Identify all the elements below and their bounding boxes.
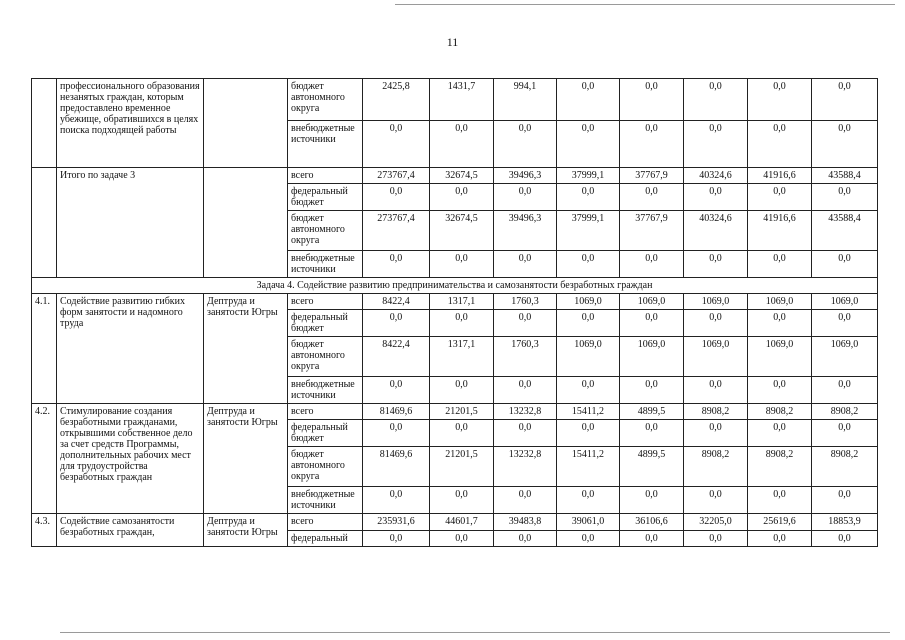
- value-cell: 37999,1: [557, 168, 620, 184]
- executor-cell: Дептруда и занятости Югры: [204, 294, 288, 404]
- source-label: внебюджетные источники: [288, 487, 363, 514]
- code-cell: [32, 168, 57, 278]
- source-label: бюджет автономного округа: [288, 211, 363, 251]
- source-label: федеральный: [288, 531, 363, 547]
- value-cell: 0,0: [557, 487, 620, 514]
- executor-cell: [204, 79, 288, 168]
- source-label: бюджет автономного округа: [288, 79, 363, 121]
- value-cell: 81469,6: [363, 447, 430, 487]
- value-cell: 0,0: [620, 487, 684, 514]
- value-cell: 8908,2: [748, 404, 812, 420]
- value-cell: 2425,8: [363, 79, 430, 121]
- value-cell: 1069,0: [557, 294, 620, 310]
- value-cell: 39483,8: [494, 514, 557, 531]
- value-cell: 0,0: [812, 487, 878, 514]
- source-label: внебюджетные источники: [288, 377, 363, 404]
- value-cell: 235931,6: [363, 514, 430, 531]
- value-cell: 0,0: [557, 184, 620, 211]
- value-cell: 0,0: [494, 184, 557, 211]
- executor-cell: [204, 168, 288, 278]
- value-cell: 4899,5: [620, 447, 684, 487]
- value-cell: 0,0: [557, 377, 620, 404]
- value-cell: 8908,2: [812, 447, 878, 487]
- value-cell: 0,0: [363, 531, 430, 547]
- value-cell: 1069,0: [812, 294, 878, 310]
- value-cell: 0,0: [494, 310, 557, 337]
- value-cell: 0,0: [812, 79, 878, 121]
- table-row: [32, 168, 878, 184]
- value-cell: 0,0: [748, 377, 812, 404]
- value-cell: 0,0: [430, 251, 494, 278]
- value-cell: 0,0: [620, 420, 684, 447]
- value-cell: 8422,4: [363, 337, 430, 377]
- value-cell: 32205,0: [684, 514, 748, 531]
- code-cell: 4.1.: [32, 294, 57, 404]
- value-cell: 8908,2: [684, 404, 748, 420]
- value-cell: 0,0: [363, 377, 430, 404]
- value-cell: 1069,0: [557, 337, 620, 377]
- table-row: [32, 79, 878, 121]
- value-cell: 0,0: [620, 121, 684, 168]
- source-label: федеральный бюджет: [288, 310, 363, 337]
- value-cell: 1069,0: [812, 337, 878, 377]
- value-cell: 25619,6: [748, 514, 812, 531]
- value-cell: 1431,7: [430, 79, 494, 121]
- value-cell: 0,0: [557, 420, 620, 447]
- value-cell: 1069,0: [620, 337, 684, 377]
- value-cell: 13232,8: [494, 447, 557, 487]
- value-cell: 0,0: [557, 121, 620, 168]
- value-cell: 0,0: [812, 377, 878, 404]
- value-cell: 1069,0: [684, 294, 748, 310]
- value-cell: 0,0: [363, 420, 430, 447]
- value-cell: 21201,5: [430, 447, 494, 487]
- value-cell: 0,0: [684, 377, 748, 404]
- table-row: [32, 404, 878, 420]
- value-cell: 0,0: [494, 251, 557, 278]
- value-cell: 1069,0: [684, 337, 748, 377]
- value-cell: 8908,2: [684, 447, 748, 487]
- source-label: всего: [288, 514, 363, 531]
- value-cell: 1317,1: [430, 337, 494, 377]
- value-cell: 0,0: [557, 251, 620, 278]
- value-cell: 1760,3: [494, 294, 557, 310]
- value-cell: 0,0: [684, 487, 748, 514]
- value-cell: 0,0: [430, 487, 494, 514]
- value-cell: 0,0: [494, 420, 557, 447]
- value-cell: 0,0: [812, 121, 878, 168]
- value-cell: 37999,1: [557, 211, 620, 251]
- value-cell: 18853,9: [812, 514, 878, 531]
- item-name-cell: Стимулирование создания безработными гражданами, открывшими собственное дело за счет средств Программы, дополнительных рабочих мест для трудоустройства безработных граждан: [57, 404, 204, 514]
- value-cell: 8422,4: [363, 294, 430, 310]
- value-cell: 0,0: [812, 251, 878, 278]
- value-cell: 0,0: [684, 531, 748, 547]
- value-cell: 0,0: [620, 251, 684, 278]
- value-cell: 0,0: [748, 420, 812, 447]
- code-cell: [32, 79, 57, 168]
- source-label: бюджет автономного округа: [288, 447, 363, 487]
- value-cell: 40324,6: [684, 168, 748, 184]
- source-label: бюджет автономного округа: [288, 337, 363, 377]
- value-cell: 0,0: [812, 420, 878, 447]
- value-cell: 39496,3: [494, 211, 557, 251]
- scan-artifact-top: [395, 4, 895, 5]
- value-cell: 13232,8: [494, 404, 557, 420]
- value-cell: 21201,5: [430, 404, 494, 420]
- value-cell: 1317,1: [430, 294, 494, 310]
- value-cell: 0,0: [748, 487, 812, 514]
- value-cell: 0,0: [748, 79, 812, 121]
- item-name-cell: профессионального образования незанятых граждан, которым предоставлено временное убежище, обратившихся в целях поиска подходящей работы: [57, 79, 204, 168]
- value-cell: 0,0: [363, 310, 430, 337]
- value-cell: 0,0: [812, 184, 878, 211]
- value-cell: 0,0: [363, 251, 430, 278]
- value-cell: 0,0: [620, 79, 684, 121]
- source-label: всего: [288, 294, 363, 310]
- value-cell: 0,0: [684, 420, 748, 447]
- value-cell: 0,0: [363, 487, 430, 514]
- value-cell: 0,0: [620, 377, 684, 404]
- value-cell: 43588,4: [812, 168, 878, 184]
- value-cell: 37767,9: [620, 168, 684, 184]
- executor-cell: Дептруда и занятости Югры: [204, 404, 288, 514]
- value-cell: 0,0: [812, 531, 878, 547]
- value-cell: 0,0: [748, 121, 812, 168]
- value-cell: 0,0: [494, 531, 557, 547]
- value-cell: 15411,2: [557, 404, 620, 420]
- value-cell: 0,0: [363, 121, 430, 168]
- value-cell: 0,0: [430, 420, 494, 447]
- task-total-label: Итого по задаче 3: [57, 168, 204, 278]
- value-cell: 0,0: [684, 79, 748, 121]
- value-cell: 40324,6: [684, 211, 748, 251]
- source-label: федеральный бюджет: [288, 184, 363, 211]
- item-name-cell: Содействие развитию гибких форм занятости и надомного труда: [57, 294, 204, 404]
- value-cell: 0,0: [557, 310, 620, 337]
- value-cell: 39061,0: [557, 514, 620, 531]
- value-cell: 0,0: [684, 121, 748, 168]
- page-number: 11: [446, 35, 459, 49]
- code-cell: 4.3.: [32, 514, 57, 547]
- executor-cell: Дептруда и занятости Югры: [204, 514, 288, 547]
- source-label: внебюджетные источники: [288, 251, 363, 278]
- value-cell: 0,0: [363, 184, 430, 211]
- value-cell: 43588,4: [812, 211, 878, 251]
- value-cell: 15411,2: [557, 447, 620, 487]
- value-cell: 1069,0: [748, 294, 812, 310]
- value-cell: 37767,9: [620, 211, 684, 251]
- value-cell: 0,0: [812, 310, 878, 337]
- source-label: федеральный бюджет: [288, 420, 363, 447]
- value-cell: 41916,6: [748, 211, 812, 251]
- value-cell: 81469,6: [363, 404, 430, 420]
- value-cell: 1069,0: [748, 337, 812, 377]
- value-cell: 32674,5: [430, 168, 494, 184]
- value-cell: 0,0: [494, 377, 557, 404]
- value-cell: 0,0: [430, 121, 494, 168]
- value-cell: 41916,6: [748, 168, 812, 184]
- source-label: всего: [288, 168, 363, 184]
- value-cell: 4899,5: [620, 404, 684, 420]
- value-cell: 44601,7: [430, 514, 494, 531]
- value-cell: 0,0: [748, 531, 812, 547]
- source-label: внебюджетные источники: [288, 121, 363, 168]
- task-heading: Задача 4. Содействие развитию предпринимательства и самозанятости безработных граждан: [32, 278, 878, 294]
- table-row: [32, 514, 878, 531]
- value-cell: 36106,6: [620, 514, 684, 531]
- value-cell: 0,0: [748, 184, 812, 211]
- source-label: всего: [288, 404, 363, 420]
- table-row: [32, 294, 878, 310]
- value-cell: 273767,4: [363, 211, 430, 251]
- value-cell: 0,0: [557, 531, 620, 547]
- value-cell: 0,0: [494, 487, 557, 514]
- value-cell: 0,0: [430, 531, 494, 547]
- value-cell: 0,0: [494, 121, 557, 168]
- value-cell: 39496,3: [494, 168, 557, 184]
- value-cell: 0,0: [557, 79, 620, 121]
- value-cell: 0,0: [748, 310, 812, 337]
- value-cell: 273767,4: [363, 168, 430, 184]
- value-cell: 1069,0: [620, 294, 684, 310]
- value-cell: 0,0: [430, 310, 494, 337]
- table-row: [32, 278, 878, 294]
- value-cell: 0,0: [620, 531, 684, 547]
- value-cell: 0,0: [430, 184, 494, 211]
- value-cell: 32674,5: [430, 211, 494, 251]
- value-cell: 0,0: [430, 377, 494, 404]
- code-cell: 4.2.: [32, 404, 57, 514]
- value-cell: 8908,2: [748, 447, 812, 487]
- item-name-cell: Содействие самозанятости безработных граждан,: [57, 514, 204, 547]
- value-cell: 0,0: [748, 251, 812, 278]
- value-cell: 8908,2: [812, 404, 878, 420]
- value-cell: 0,0: [684, 251, 748, 278]
- budget-table: [31, 78, 878, 547]
- value-cell: 0,0: [684, 184, 748, 211]
- value-cell: 994,1: [494, 79, 557, 121]
- value-cell: 0,0: [620, 310, 684, 337]
- value-cell: 1760,3: [494, 337, 557, 377]
- value-cell: 0,0: [620, 184, 684, 211]
- scan-artifact-bottom: [60, 632, 890, 633]
- value-cell: 0,0: [684, 310, 748, 337]
